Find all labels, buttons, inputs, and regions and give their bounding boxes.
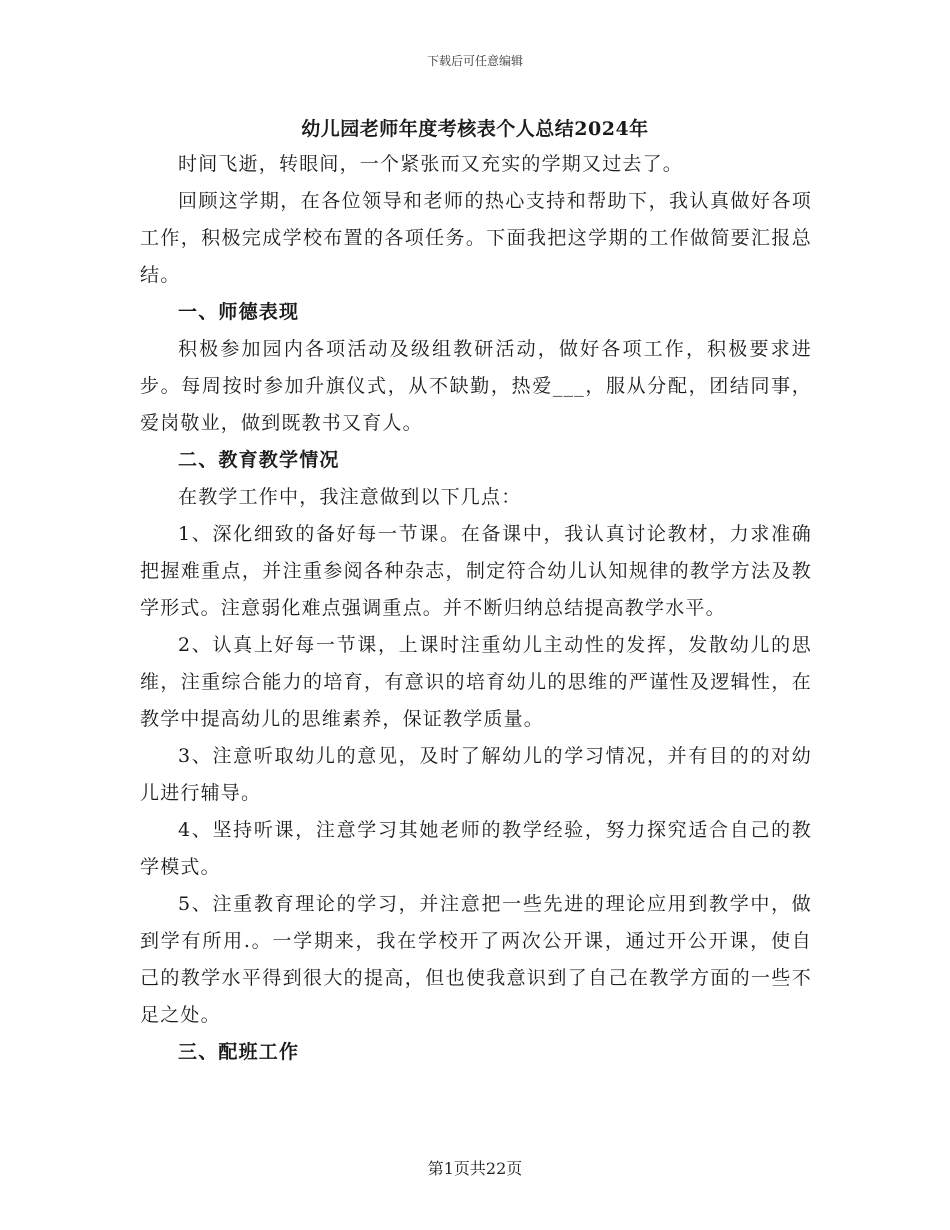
document-body bbox=[140, 146, 812, 1071]
paragraph: 1、深化细致的备好每一节课。在备课中，我认真讨论教材，力求准确把握难重点，并注重参阅各种杂志，制定符合幼儿认知规律的教学方法及教学形式。注意弱化难点强调重点。并不断归纳总结提高教学水平。 bbox=[140, 523, 812, 619]
paragraph: 在教学工作中，我注意做到以下几点： bbox=[178, 486, 522, 508]
paragraph: 2、认真上好每一节课，上课时注重幼儿主动性的发挥，发散幼儿的思维，注重综合能力的培育，有意识的培育幼儿的思维的严谨性及逻辑性，在教学中提高幼儿的思维素养，保证教学质量。 bbox=[140, 634, 812, 730]
page-footer: 第1页共22页 bbox=[427, 1159, 523, 1178]
paragraph: 回顾这学期，在各位领导和老师的热心支持和帮助下，我认真做好各项工作，积极完成学校布置的各项任务。下面我把这学期的工作做简要汇报总结。 bbox=[140, 190, 812, 286]
section-heading: 一、师德表现 bbox=[178, 301, 300, 323]
paragraph: 4、坚持听课，注意学习其她老师的教学经验，努力探究适合自己的教学模式。 bbox=[140, 819, 812, 878]
document-title: 幼儿园老师年度考核表个人总结2024年 bbox=[301, 118, 649, 140]
section-heading: 三、配班工作 bbox=[178, 1041, 300, 1063]
section-heading: 二、教育教学情况 bbox=[178, 449, 340, 471]
paragraph: 时间飞逝，转眼间，一个紧张而又充实的学期又过去了。 bbox=[178, 153, 684, 175]
paragraph: 5、注重教育理论的学习，并注意把一些先进的理论应用到教学中，做到学有所用.。一学期来，我在学校开了两次公开课，通过开公开课，使自己的教学水平得到很大的提高，但也使我意识到了自己在教学方面的一些不足之处。 bbox=[140, 893, 812, 1026]
page-header: 下载后可任意编辑 bbox=[426, 54, 523, 68]
paragraph: 积极参加园内各项活动及级组教研活动，做好各项工作，积极要求进步。每周按时参加升旗仪式，从不缺勤，热爱___，服从分配，团结同事，爱岗敬业，做到既教书又育人。 bbox=[140, 338, 812, 434]
paragraph: 3、注意听取幼儿的意见，及时了解幼儿的学习情况，并有目的的对幼儿进行辅导。 bbox=[140, 745, 812, 804]
